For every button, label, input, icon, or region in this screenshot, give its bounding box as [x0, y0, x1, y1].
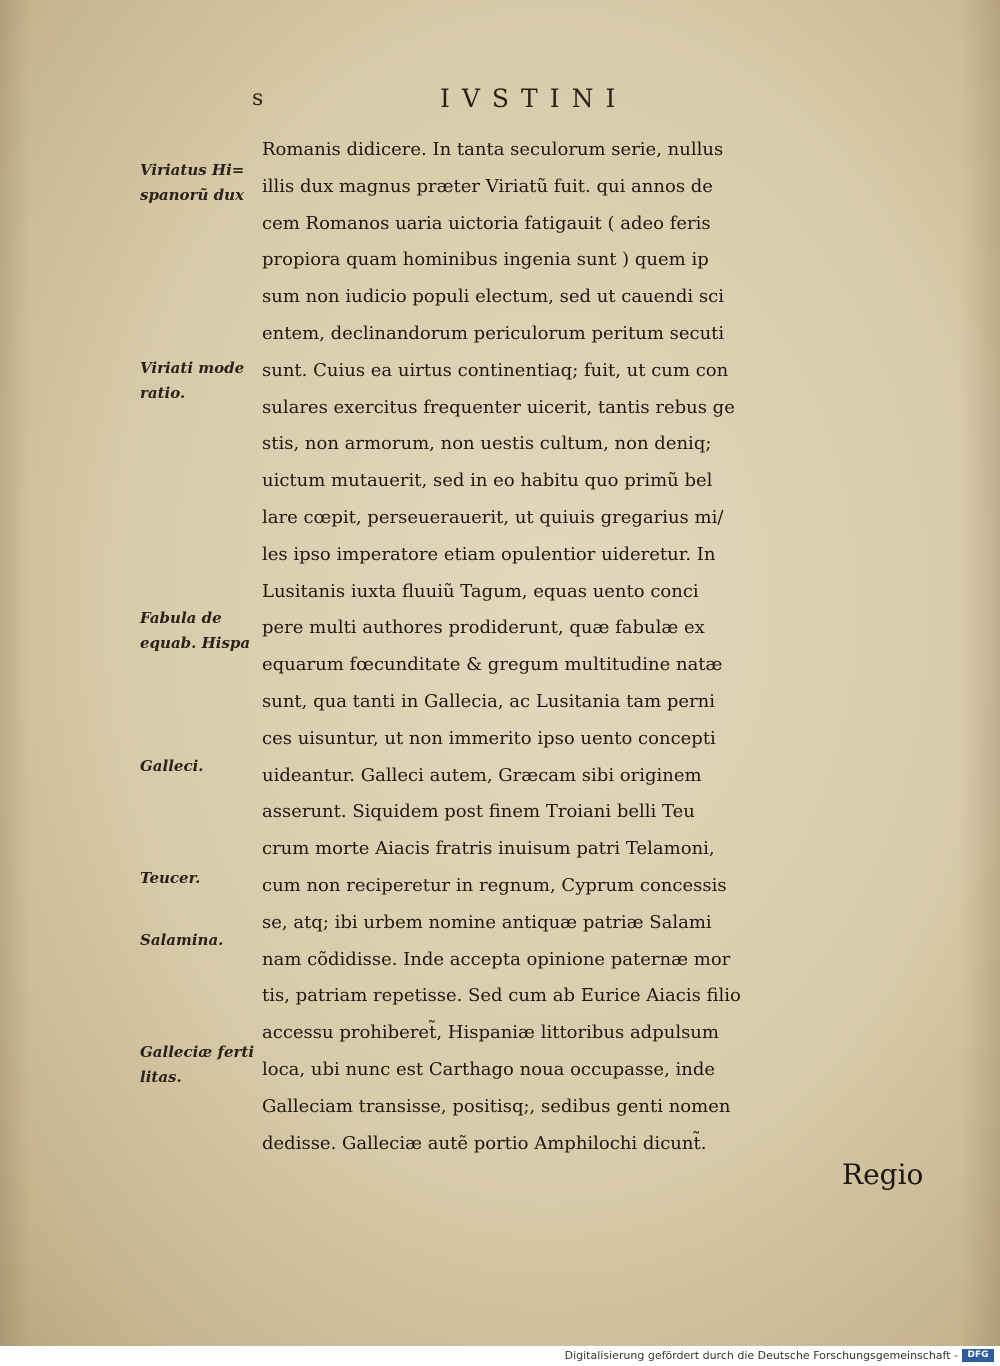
margin-note-salamina: Salamina.	[140, 931, 224, 949]
text-line: asserunt. Siquidem post finem Troiani belli Teu	[262, 801, 695, 823]
margin-note-fabula: Fabula de equab. Hispa	[140, 609, 251, 652]
text-line: nam cõdidisse. Inde accepta opinione paternæ mor	[262, 948, 731, 970]
text-line: cem Romanos uaria uictoria fatigauit ( adeo feris	[262, 212, 711, 234]
margin-note-viriatus: Viriatus Hi= spanorũ dux	[140, 161, 245, 204]
text-line: lare cœpit, perseuerauerit, ut quiuis gregarius mi/	[262, 506, 724, 528]
dfg-logo: DFG	[962, 1349, 994, 1362]
text-line: sulares exercitus frequenter uicerit, tantis rebus ge	[262, 396, 735, 418]
text-line: se, atq; ibi urbem nomine antiquæ patriæ Salami	[262, 911, 712, 933]
text-line: uideantur. Galleci autem, Græcam sibi originem	[262, 764, 702, 786]
text-line: sunt, qua tanti in Gallecia, ac Lusitania tam perni	[262, 690, 716, 712]
text-line: entem, declinandorum periculorum peritum secuti	[262, 322, 725, 344]
margin-note-viriati-moderatio: Viriati mode ratio.	[140, 359, 245, 402]
text-line: pere multi authores prodiderunt, quæ fabulæ ex	[262, 617, 705, 639]
text-line: illis dux magnus præter Viriatũ fuit. qui annos de	[262, 175, 713, 197]
page-edge-right	[960, 0, 1000, 1346]
text-line: Romanis didicere. In tanta seculorum serie, nullus	[262, 139, 724, 160]
margin-note-galleci: Galleci.	[140, 757, 204, 775]
text-line: dedisse. Galleciæ autẽ portio Amphilochi dicunt̃.	[262, 1132, 707, 1154]
text-line: Lusitanis iuxta fluuiũ Tagum, equas uento conci	[262, 580, 699, 602]
digitization-footer	[0, 1346, 1000, 1366]
text-line: propiora quam hominibus ingenia sunt ) quem ip	[262, 249, 709, 271]
margin-note-teucer: Teucer.	[140, 869, 201, 887]
text-line: Galleciam transisse, positisq;, sedibus genti nomen	[262, 1095, 731, 1117]
text-line: les ipso imperatore etiam opulentior uideretur. In	[262, 543, 716, 565]
margin-note-gallecia-fertilitas: Galleciæ ferti litas.	[140, 1043, 255, 1086]
text-line: accessu prohiberet̃, Hispaniæ littoribus adpulsum	[262, 1022, 719, 1044]
text-line: sunt. Cuius ea uirtus continentiaq; fuit, ut cum con	[262, 359, 729, 381]
text-line: tis, patriam repetisse. Sed cum ab Eurice Aiacis filio	[262, 985, 741, 1007]
footer-credit: Digitalisierung gefördert durch die Deutsche Forschungsgemeinschaft -	[564, 1349, 958, 1362]
text-line: ces uisuntur, ut non immerito ipso uento concepti	[262, 727, 716, 749]
text-line: loca, ubi nunc est Carthago noua occupasse, inde	[262, 1058, 716, 1080]
text-line: stis, non armorum, non uestis cultum, non deniq;	[262, 433, 712, 455]
text-line: crum morte Aiacis fratris inuisum patri Telamoni,	[262, 838, 715, 860]
text-line: cum non reciperetur in regnum, Cyprum concessis	[262, 874, 727, 896]
body-text	[262, 132, 922, 1162]
text-line: uictum mutauerit, sed in eo habitu quo primũ bel	[262, 470, 713, 492]
signature-mark: s	[252, 86, 264, 111]
page-edge-left	[0, 0, 30, 1346]
running-head: IVSTINI	[440, 84, 628, 113]
text-line: sum non iudicio populi electum, sed ut cauendi sci	[262, 286, 724, 308]
text-line: equarum fœcunditate & gregum multitudine natæ	[262, 654, 723, 676]
catchword: Regio	[842, 1158, 924, 1191]
